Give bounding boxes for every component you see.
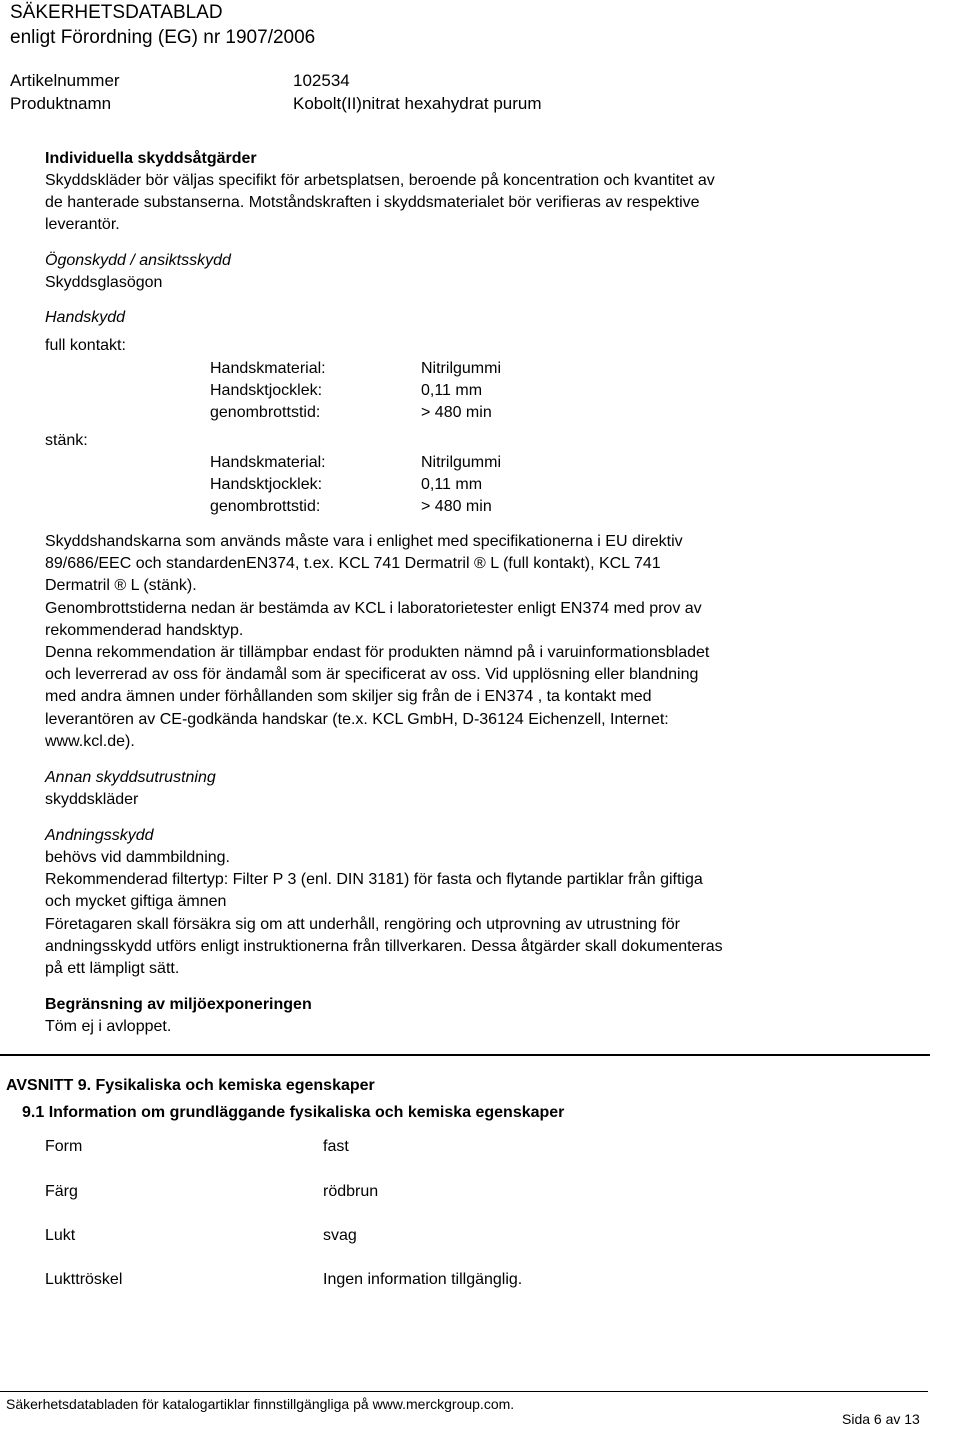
full-contact-label: full kontakt: [45, 337, 126, 354]
splash-label: stänk: [45, 432, 88, 449]
splash-material-value: Nitrilgummi [421, 454, 501, 471]
full-contact-thickness-value: 0,11 mm [421, 382, 483, 399]
individual-measures-text: Skyddskläder bör väljas specifikt för arbetsplatsen, beroende på koncentration och kvantitet av de hanterade substanserna. Motståndskraften i skyddsmaterialet bör verifieras av respektive leverantör. [45, 172, 715, 234]
full-contact-material-value: Nitrilgummi [421, 360, 501, 377]
footer-divider [0, 1391, 928, 1392]
full-contact-thickness-label: Handsktjocklek: [210, 382, 323, 399]
property-form-value: fast [323, 1138, 349, 1155]
splash-thickness-value: 0,11 mm [421, 476, 483, 493]
environment-text: Töm ej i avloppet. [45, 1018, 172, 1035]
section-9-subtitle: 9.1 Information om grundläggande fysikaliska och kemiska egenskaper [22, 1104, 565, 1121]
property-odor-value: svag [323, 1227, 357, 1244]
document-title: SÄKERHETSDATABLAD [10, 2, 223, 23]
footer-text: Säkerhetsdatabladen för katalogartiklar finnstillgängliga på www.merckgroup.com. [6, 1396, 515, 1412]
section-divider [0, 1054, 930, 1056]
splash-breakthrough-value: > 480 min [421, 498, 492, 515]
full-contact-breakthrough-label: genombrottstid: [210, 404, 321, 421]
hand-protection-text: Skyddshandskarna som används måste vara i enlighet med specifikationerna i EU direktiv 89/686/EEC och standardenEN374, t.ex. KCL 741 Dermatril ® L (full kontakt), KCL 741 Dermatril ® L (stänk). Genombrottstiderna nedan är bestämda av KCL i laboratorietester enligt EN374 med prov av rekommenderad handsktyp. Denna rekommendation är tillämpbar endast för produkten nämnd på i varuinformationsbladet och leverrerad av oss för ändamål som är specificerat av oss. Vid upplösning eller blandning med andra ämnen under förhållanden som skiljer sig från de i EN374 , ta kontakt med leverantören av CE-godkända handskar (te.x. KCL GmbH, D-36124 Eichenzell, Internet: www.kcl.de). [45, 533, 710, 750]
product-name-value: Kobolt(II)nitrat hexahydrat purum [293, 94, 542, 113]
splash-breakthrough-label: genombrottstid: [210, 498, 321, 515]
splash-thickness-label: Handsktjocklek: [210, 476, 323, 493]
property-odor-threshold-label: Lukttröskel [45, 1271, 123, 1288]
respiratory-protection-text: behövs vid dammbildning. Rekommenderad filtertyp: Filter P 3 (enl. DIN 3181) för fasta och flytande partiklar från giftiga och mycket giftiga ämnen Företagaren skall försäkra sig om att underhåll, rengöring och utprovning av utrustning för andningsskydd utförs enligt instruktionerna från tillverkaren. Dessa åtgärder skall dokumenteras på ett lämpligt sätt. [45, 849, 723, 978]
property-odor-label: Lukt [45, 1227, 76, 1244]
article-number-label: Artikelnummer [10, 71, 120, 90]
property-color-value: rödbrun [323, 1183, 379, 1200]
product-name-label: Produktnamn [10, 94, 112, 113]
other-protection-heading: Annan skyddsutrustning [45, 769, 216, 786]
full-contact-material-label: Handskmaterial: [210, 360, 326, 377]
section-9-title: AVSNITT 9. Fysikaliska och kemiska egenskaper [6, 1077, 375, 1094]
article-number-value: 102534 [293, 71, 350, 90]
individual-measures-heading: Individuella skyddsåtgärder [45, 150, 257, 167]
property-odor-threshold-value: Ingen information tillgänglig. [323, 1271, 523, 1288]
splash-material-label: Handskmaterial: [210, 454, 326, 471]
other-protection-text: skyddskläder [45, 791, 139, 808]
regulation-reference: enligt Förordning (EG) nr 1907/2006 [10, 27, 316, 48]
respiratory-protection-heading: Andningsskydd [45, 827, 154, 844]
eye-protection-heading: Ögonskydd / ansiktsskydd [45, 252, 231, 269]
page-number: Sida 6 av 13 [842, 1411, 920, 1427]
property-form-label: Form [45, 1138, 83, 1155]
environment-heading: Begränsning av miljöexponeringen [45, 996, 312, 1013]
hand-protection-heading: Handskydd [45, 309, 126, 326]
full-contact-breakthrough-value: > 480 min [421, 404, 492, 421]
property-color-label: Färg [45, 1183, 78, 1200]
eye-protection-text: Skyddsglasögon [45, 274, 163, 291]
